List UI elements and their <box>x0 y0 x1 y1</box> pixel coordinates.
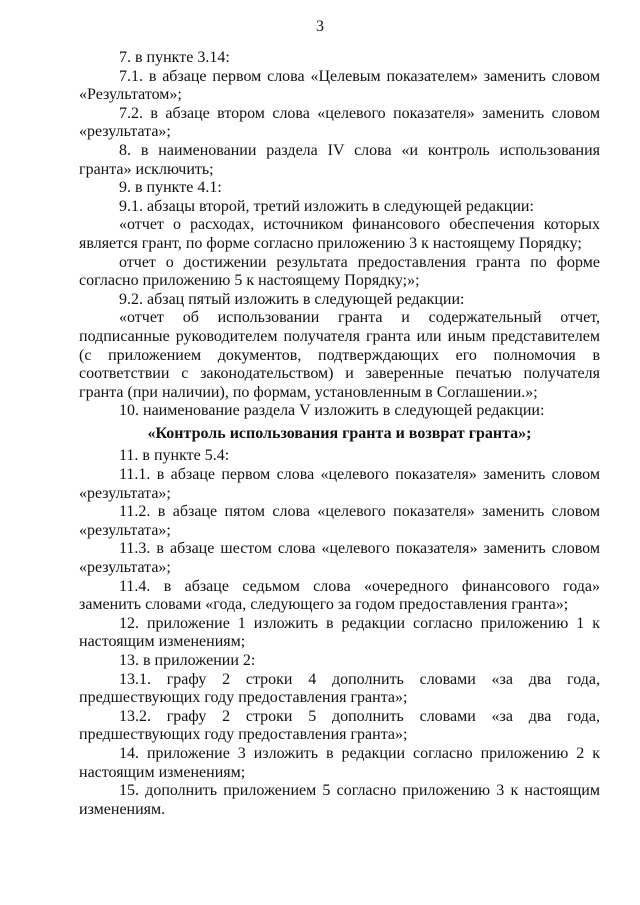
paragraph: отчет о достижении результата предоставления гранта по форме согласно приложению 5 к настоящему Порядку;»; <box>79 253 600 290</box>
paragraph: 7.2. в абзаце втором слова «целевого показателя» заменить словом «результата»; <box>79 104 600 141</box>
paragraph: 7.1. в абзаце первом слова «Целевым показателем» заменить словом «Результатом»; <box>79 67 600 104</box>
paragraph: 11. в пункте 5.4: <box>119 447 230 465</box>
paragraph: 11.1. в абзаце первом слова «целевого показателя» заменить словом «результата»; <box>79 466 600 502</box>
paragraph: 10. наименование раздела V изложить в следующей редакции: <box>119 402 545 420</box>
page-number: 3 <box>316 18 324 35</box>
paragraph: 9.2. абзац пятый изложить в следующей редакции: <box>119 290 465 308</box>
paragraph: 12. приложение 1 изложить в редакции согласно приложению 1 к настоящим изменениям; <box>79 614 600 651</box>
paragraph: 13.2. графу 2 строки 5 дополнить словами «за два года, предшествующих году предоставления гранта»; <box>79 707 600 744</box>
paragraph: 9. в пункте 4.1: <box>119 179 222 197</box>
document-body <box>79 49 600 819</box>
paragraph: «отчет об использовании гранта и содержательный отчет, подписанные руководителем получателя гранта или иным представителем (с приложением документов, подтверждающих его полномочия в соответствии с законодательством) и заверенные печатью получателя гранта (при наличии), по формам, установленным в Соглашении.»; <box>79 309 600 401</box>
paragraph: 13.1. графу 2 строки 4 дополнить словами «за два года, предшествующих году предоставления гранта»; <box>79 670 600 707</box>
paragraph: 11.2. в абзаце пятом слова «целевого показателя» заменить словом «результата»; <box>79 503 600 539</box>
paragraph: 9.1. абзацы второй, третий изложить в следующей редакции: <box>119 197 534 215</box>
paragraph: 15. дополнить приложением 5 согласно приложению 3 к настоящим изменениям. <box>79 782 600 818</box>
paragraph: 11.4. в абзаце седьмом слова «очередного финансового года» заменить словами «года, следующего за годом предоставления гранта»; <box>79 577 600 614</box>
paragraph: 8. в наименовании раздела IV слова «и контроль использования гранта» исключить; <box>79 141 600 178</box>
paragraph: «отчет о расходах, источником финансового обеспечения которых является грант, по форме согласно приложению 3 к настоящему Порядку; <box>79 216 600 252</box>
paragraph: 13. в приложении 2: <box>119 652 256 669</box>
paragraph: 11.3. в абзаце шестом слова «целевого показателя» заменить словом «результата»; <box>79 540 600 577</box>
paragraph: 7. в пункте 3.14: <box>119 49 230 66</box>
paragraph: 14. приложение 3 изложить в редакции согласно приложению 2 к настоящим изменениям; <box>79 744 600 781</box>
section-heading: «Контроль использования гранта и возврат гранта»; <box>147 424 532 442</box>
